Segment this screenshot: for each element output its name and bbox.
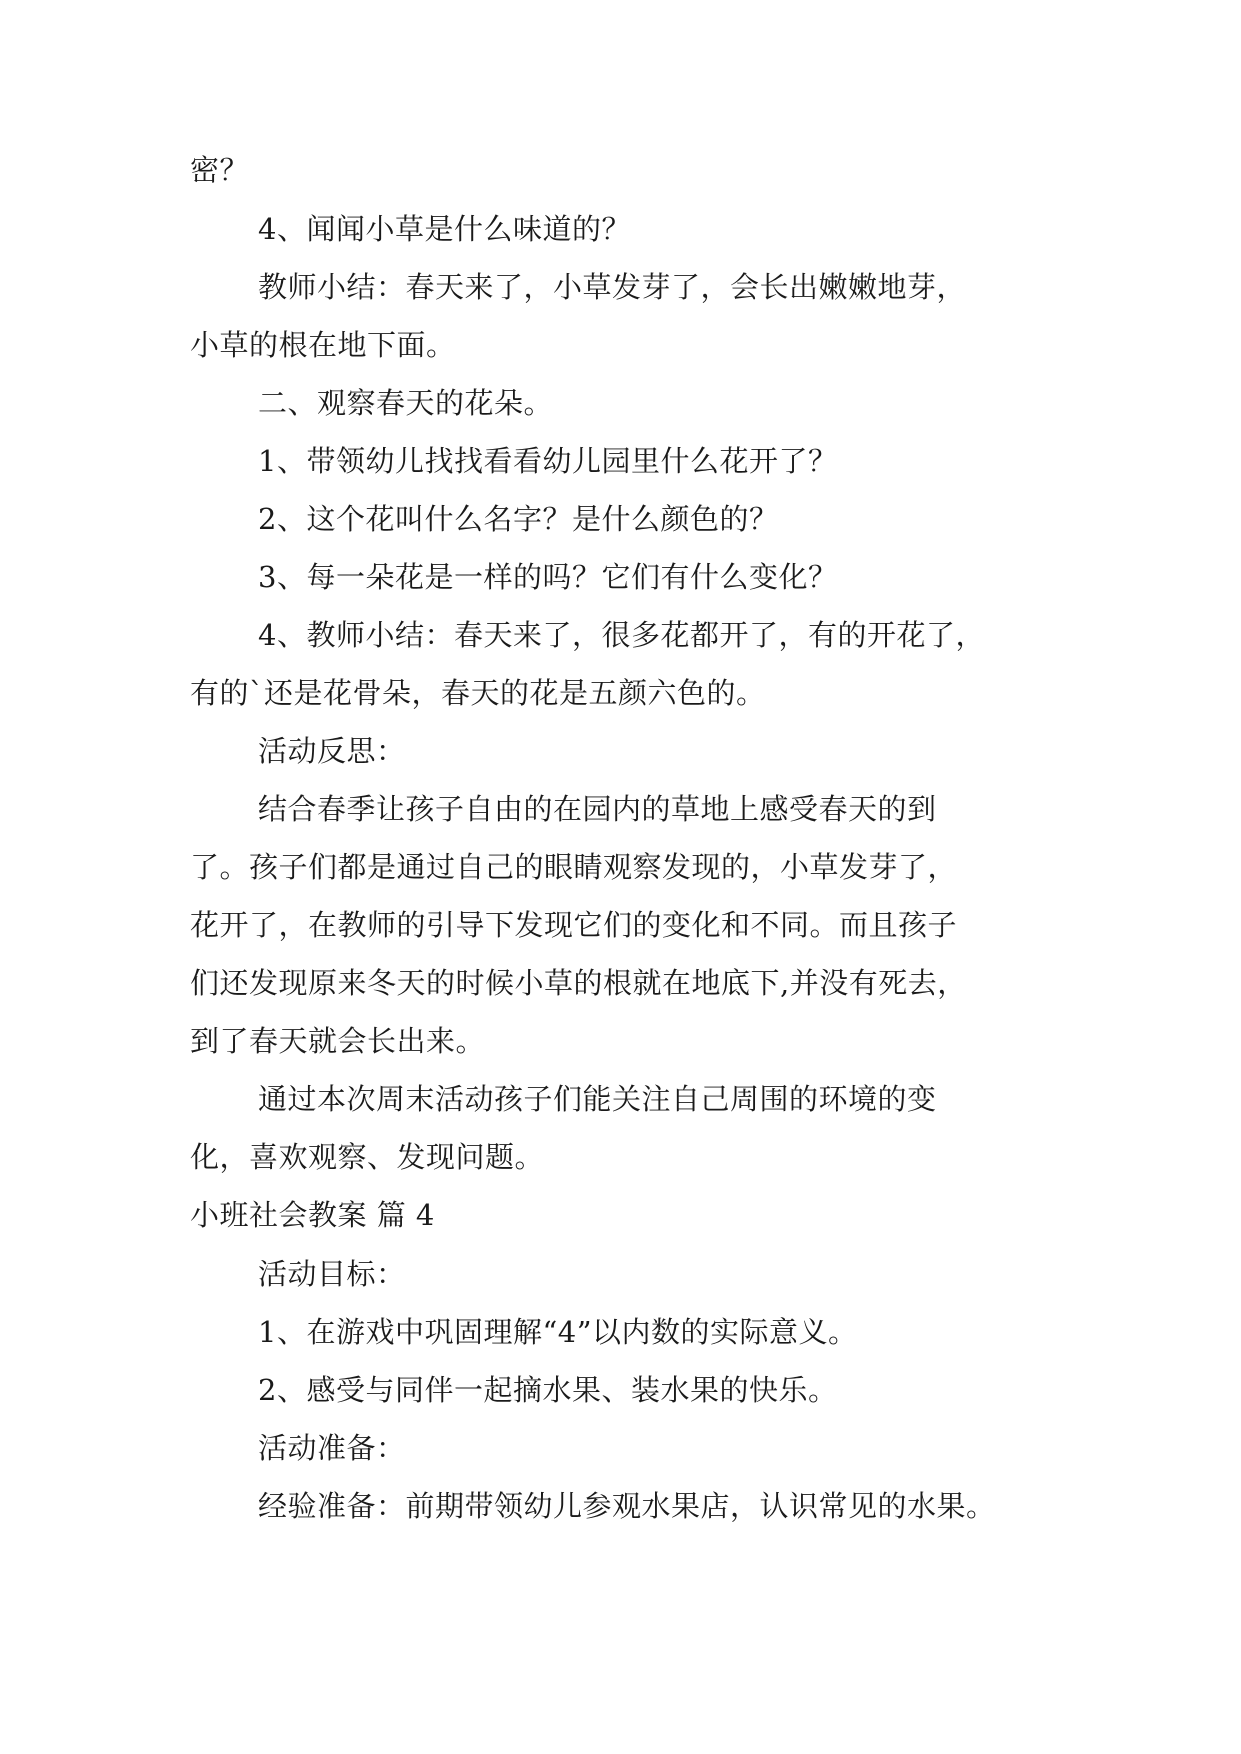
text-line: 4、闻闻小草是什么味道的？	[258, 212, 631, 246]
text-line: 教师小结：春天来了，小草发芽了，会长出嫩嫩地芽，	[258, 270, 967, 304]
section-heading: 二、观察春天的花朵。	[258, 386, 554, 420]
text-line: 通过本次周末活动孩子们能关注自己周围的环境的变	[258, 1082, 937, 1116]
text-line: 3、每一朵花是一样的吗？它们有什么变化？	[258, 560, 838, 594]
text-line: 经验准备：前期带领幼儿参观水果店，认识常见的水果。	[258, 1489, 996, 1523]
text-line: 4、教师小结：春天来了，很多花都开了，有的开花了，	[258, 618, 985, 652]
text-line: 化，喜欢观察、发现问题。	[190, 1140, 545, 1174]
text-line: 了。孩子们都是通过自己的眼睛观察发现的，小草发芽了，	[190, 850, 958, 884]
text-line: 1、在游戏中巩固理解“4”以内数的实际意义。	[258, 1315, 858, 1349]
text-line: 结合春季让孩子自由的在园内的草地上感受春天的到	[258, 792, 937, 826]
section-heading: 活动准备：	[258, 1431, 406, 1465]
text-line: 们还发现原来冬天的时候小草的根就在地底下,并没有死去，	[190, 966, 967, 1000]
chapter-heading: 小班社会教案 篇 4	[190, 1198, 435, 1232]
text-line: 有的`还是花骨朵，春天的花是五颜六色的。	[190, 676, 766, 710]
text-line: 2、这个花叫什么名字？是什么颜色的？	[258, 502, 779, 536]
text-line: 小草的根在地下面。	[190, 328, 456, 362]
text-line: 1、带领幼儿找找看看幼儿园里什么花开了？	[258, 444, 838, 478]
section-heading: 活动目标：	[258, 1257, 406, 1291]
text-line: 2、感受与同伴一起摘水果、装水果的快乐。	[258, 1373, 838, 1407]
text-line: 花开了，在教师的引导下发现它们的变化和不同。而且孩子	[190, 908, 958, 942]
text-line: 密？	[190, 153, 250, 187]
section-heading: 活动反思：	[258, 734, 406, 768]
text-line: 到了春天就会长出来。	[190, 1024, 486, 1058]
